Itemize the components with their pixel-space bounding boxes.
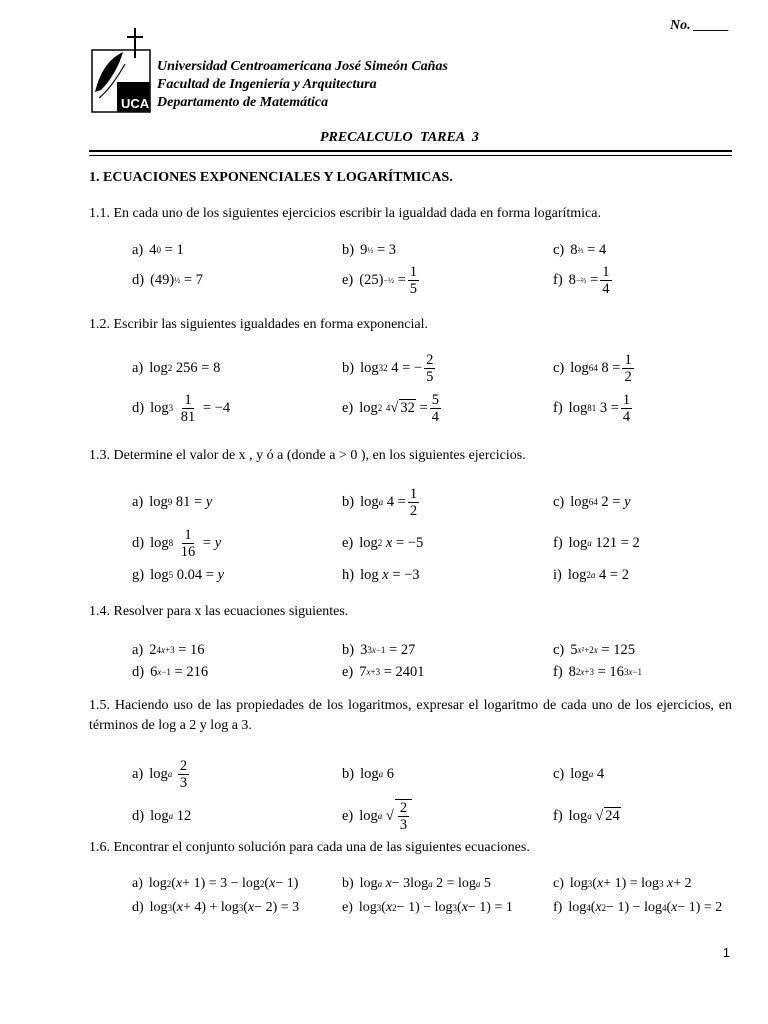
exercise-1-2-e: e) log 2 4 √ 32 = $\frac{5}{4}$ bbox=[342, 391, 439, 425]
exercise-1-2-d: d) log 3 $\frac{1}{81}$ = −4 bbox=[132, 391, 231, 425]
exercise-1-1-c: c) 8 ⅔ = 4 bbox=[553, 241, 607, 258]
exercise-1-3-g: g) log 5 0.04 = y bbox=[132, 566, 224, 583]
exercise-1-2-f: f) log 81 3 = $\frac{1}{4}$ bbox=[553, 391, 631, 425]
exercise-1-6-c: c) log 3 ( x + 1) = log 3 x + 2 bbox=[553, 876, 692, 891]
instruction-1-3: 1.3. Determine el valor de x , y ó a (donde a > 0 ), en los siguientes ejercicios. bbox=[89, 448, 526, 463]
title-rule-thin bbox=[89, 155, 732, 156]
page-number: 1 bbox=[722, 945, 730, 960]
instruction-1-5: 1.5. Haciendo uso de las propiedades de los logaritmos, expresar el logaritmo de cada uno de los ejercicios, en términos de log a 2 y log a 3. bbox=[89, 698, 732, 733]
exercise-1-6-a: a) log 2 ( x + 1) = 3 − log 2 ( x − 1) bbox=[132, 876, 299, 891]
exercise-1-3-h: h) log x = −3 bbox=[342, 566, 420, 583]
exercise-1-2-c: c) log 64 8 = $\frac{1}{2}$ bbox=[553, 351, 632, 385]
section-heading: 1. ECUACIONES EXPONENCIALES Y LOGARÍTMICAS. bbox=[89, 170, 453, 185]
exercise-1-3-e: e) log 2 x = −5 bbox=[342, 534, 424, 551]
exercise-1-6-f: f) log 4 ( x 2 − 1) − log 4 ( x − 1) = 2 bbox=[553, 900, 723, 915]
logo-text: UCA bbox=[121, 96, 150, 111]
exercise-1-1-d: d) (49) ½ = 7 bbox=[132, 271, 203, 288]
exercise-1-3-f: f) log a 121 = 2 bbox=[553, 534, 640, 551]
exercise-1-5-e: e) log a √ $\frac{2}{3}$ bbox=[342, 796, 412, 836]
exercise-1-6-b: b) log a x − 3log a 2 = log a 5 bbox=[342, 876, 491, 891]
instruction-1-6: 1.6. Encontrar el conjunto solución para cada una de las siguientes ecuaciones. bbox=[89, 840, 530, 855]
exercise-1-3-c: c) log 64 2 = y bbox=[553, 493, 631, 510]
exercise-1-3-d: d) log 8 $\frac{1}{16}$ = y bbox=[132, 526, 222, 560]
exercise-1-3-b: b) log a 4 = $\frac{1}{2}$ bbox=[342, 485, 418, 519]
department-name: Departamento de Matemática bbox=[157, 95, 329, 110]
instruction-1-1: 1.1. En cada uno de los siguientes ejercicios escribir la igualdad dada en forma logarítmica. bbox=[89, 206, 601, 221]
exercise-1-3-a: a) log 9 81 = y bbox=[132, 493, 213, 510]
university-logo bbox=[89, 28, 153, 114]
exercise-1-4-c: c) 5 x²+2x = 125 bbox=[553, 641, 635, 658]
exercise-1-6-e: e) log 3 ( x 2 − 1) − log 3 ( x − 1) = 1 bbox=[342, 900, 513, 915]
faculty-name: Facultad de Ingeniería y Arquitectura bbox=[157, 77, 377, 92]
exercise-1-1-f: f) 8 −⅔ = $\frac{1}{4}$ bbox=[553, 263, 610, 297]
exercise-1-4-e: e) 7 x+3 = 2401 bbox=[342, 663, 425, 680]
exercise-1-4-f: f) 8 2x+3 = 16 3x−1 bbox=[553, 663, 643, 680]
exercise-1-1-e: e) (25) −½ = $\frac{1}{5}$ bbox=[342, 263, 418, 297]
exercise-1-5-d: d) log a 12 bbox=[132, 807, 192, 824]
exercise-1-2-b: b) log 32 4 = − $\frac{2}{5}$ bbox=[342, 351, 434, 385]
exercise-1-4-d: d) 6 x−1 = 216 bbox=[132, 663, 209, 680]
exercise-1-1-a: a) 4 0 = 1 bbox=[132, 241, 184, 258]
university-name: Universidad Centroamericana José Simeón Cañas bbox=[157, 59, 448, 74]
exercise-1-4-b: b) 3 3x−1 = 27 bbox=[342, 641, 416, 658]
exercise-1-4-a: a) 2 4x+3 = 16 bbox=[132, 641, 205, 658]
exercise-1-3-i: i) log 2a 4 = 2 bbox=[553, 566, 629, 583]
exercise-1-6-d: d) log 3 ( x + 4) + log 3 ( x − 2) = 3 bbox=[132, 900, 300, 915]
title-rule-thick bbox=[89, 150, 732, 152]
exercise-1-1-b: b) 9 ½ = 3 bbox=[342, 241, 397, 258]
exercise-1-5-a: a) log a $\frac{2}{3}$ bbox=[132, 757, 188, 791]
exercise-1-5-b: b) log a 6 bbox=[342, 765, 394, 782]
page-number-field: No. _____ bbox=[670, 18, 730, 33]
exercise-1-5-f: f) log a √ 24 bbox=[553, 807, 620, 824]
exercise-1-5-c: c) log a 4 bbox=[553, 765, 605, 782]
instruction-1-4: 1.4. Resolver para x las ecuaciones siguientes. bbox=[89, 604, 349, 619]
exercise-1-2-a: a) log 2 256 = 8 bbox=[132, 359, 221, 376]
page-title: PRECALCULO TAREA 3 bbox=[320, 130, 479, 145]
instruction-1-2: 1.2. Escribir las siguientes igualdades en forma exponencial. bbox=[89, 317, 429, 332]
